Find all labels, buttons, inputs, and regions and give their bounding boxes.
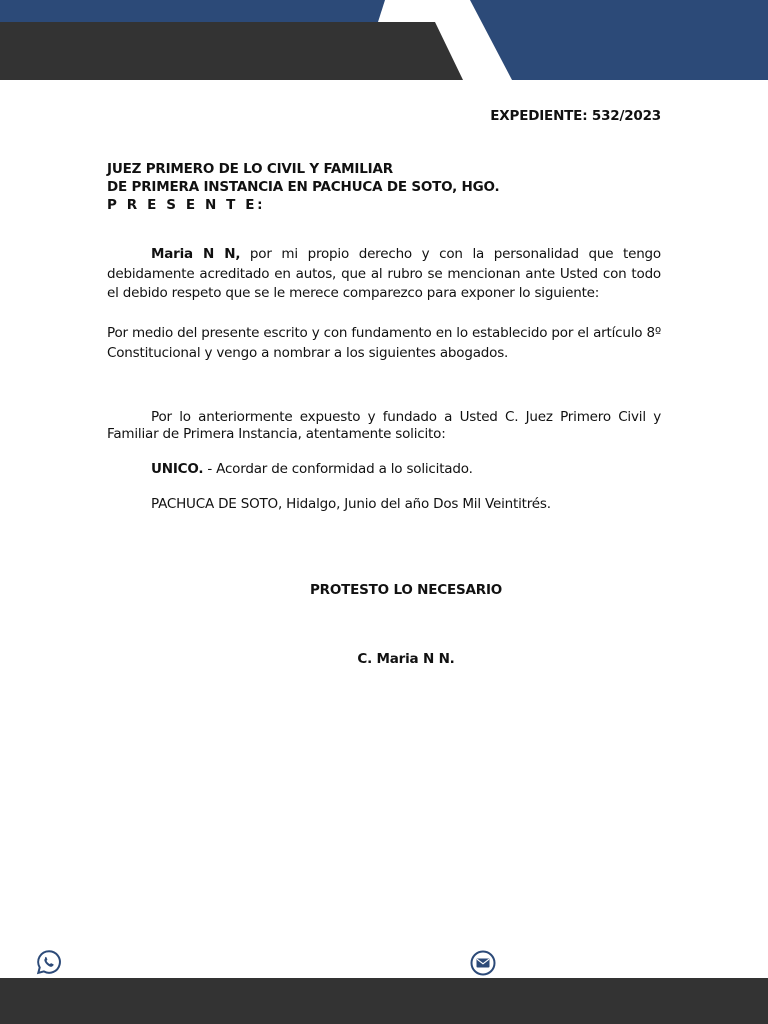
paragraph-abogados: Por medio del presente escrito y con fundamento en lo establecido por el artículo 8º Constitucional y vengo a nombrar a los siguientes abogados.	[107, 325, 661, 361]
protesto-heading: PROTESTO LO NECESARIO	[309, 582, 503, 598]
paragraph-solicitud: Por lo anteriormente expuesto y fundado a Usted C. Juez Primero Civil y Familiar de Primera Instancia, atentamente solicito:	[107, 409, 661, 442]
signature-name: C. Maria N N.	[357, 651, 455, 667]
addressee-line-2: DE PRIMERA INSTANCIA EN PACHUCA DE SOTO, HGO.	[107, 179, 500, 195]
whatsapp-icon[interactable]	[36, 949, 62, 975]
intro-name: Maria N N,	[151, 246, 241, 262]
footer-band	[0, 978, 768, 1024]
header-blue-stripe-left	[0, 0, 385, 22]
email-icon[interactable]	[470, 950, 496, 976]
intro-paragraph	[107, 245, 661, 304]
header-blue-band	[470, 0, 768, 80]
unico-line	[151, 461, 473, 477]
case-number: EXPEDIENTE: 532/2023	[490, 108, 661, 124]
addressee-block	[107, 160, 499, 214]
place-date: PACHUCA DE SOTO, Hidalgo, Junio del año Dos Mil Veintitrés.	[151, 496, 551, 512]
header-decoration	[0, 0, 768, 82]
intro-text: por mi propio derecho y con la personalidad que tengo debidamente acreditado en autos, que al rubro se mencionan ante Usted con todo el debido respeto que se le merece comparezco para exponer lo siguiente:	[107, 246, 661, 301]
header-dark-band	[0, 22, 463, 80]
addressee-presente: P R E S E N T E:	[107, 197, 266, 213]
addressee-line-1: JUEZ PRIMERO DE LO CIVIL Y FAMILIAR	[107, 161, 393, 177]
unico-text: - Acordar de conformidad a lo solicitado.	[203, 461, 473, 477]
unico-label: UNICO.	[151, 461, 204, 477]
